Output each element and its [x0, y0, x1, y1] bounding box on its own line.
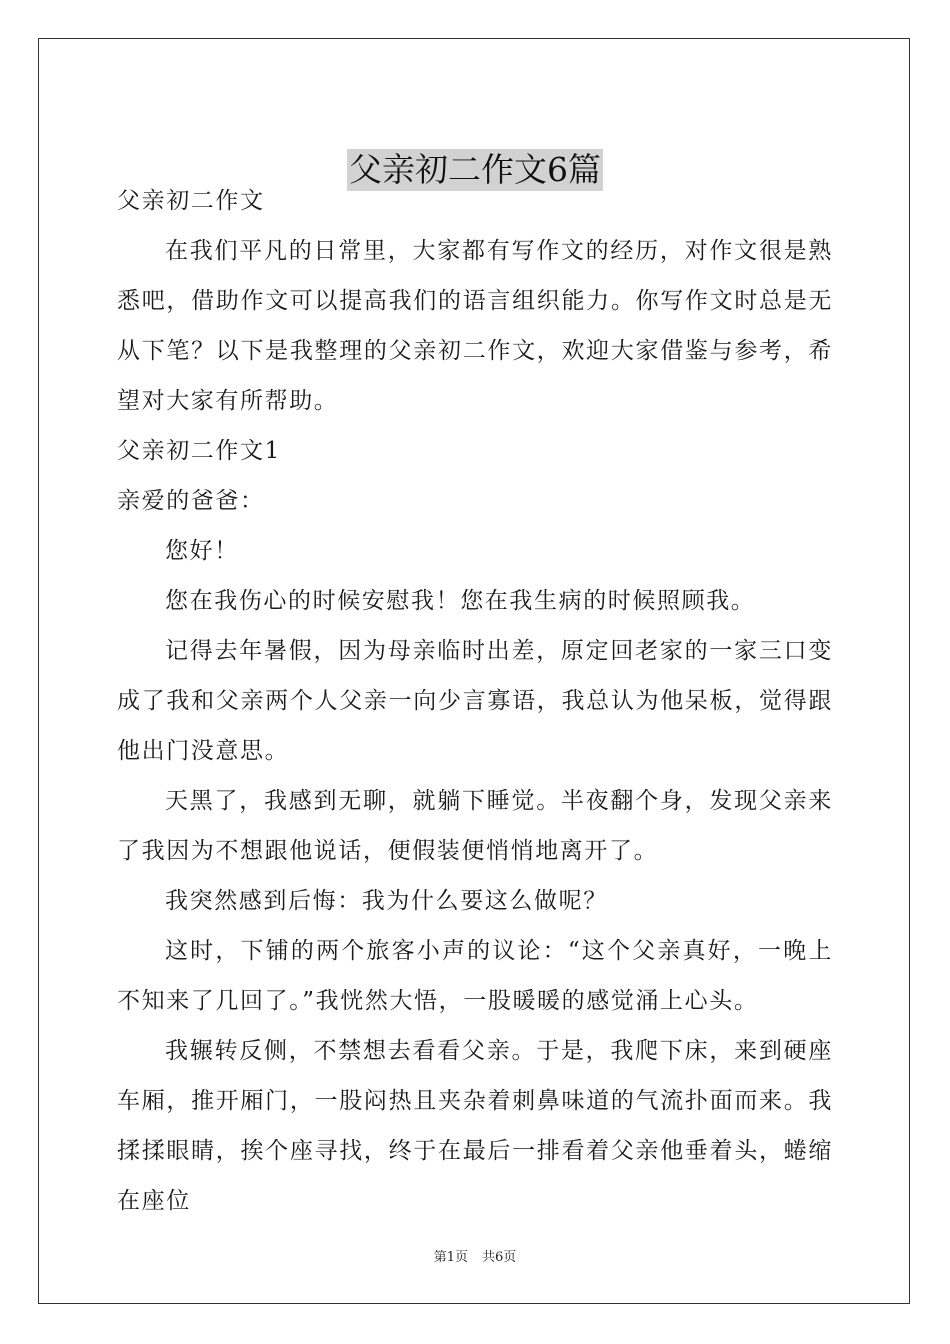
document-title: 父亲初二作文6篇	[349, 150, 601, 190]
paragraph: 您在我伤心的时候安慰我！您在我生病的时候照顾我。	[165, 588, 756, 614]
document-body	[117, 176, 833, 1226]
paragraph: 天黑了，我感到无聊，就躺下睡觉。半夜翻个身，发现父亲来了我因为不想跟他说话，便假装便悄悄地离开了。	[117, 788, 833, 864]
page-number: 第1页	[433, 1250, 468, 1265]
page-footer	[0, 1246, 950, 1265]
paragraph: 在我们平凡的日常里，大家都有写作文的经历，对作文很是熟悉吧，借助作文可以提高我们的语言组织能力。你写作文时总是无从下笔？以下是我整理的父亲初二作文，欢迎大家借鉴与参考，希望对大家有所帮助。	[117, 238, 833, 414]
paragraph: 您好！	[165, 538, 239, 564]
paragraph: 记得去年暑假，因为母亲临时出差，原定回老家的一家三口变成了我和父亲两个人父亲一向少言寡语，我总认为他呆板，觉得跟他出门没意思。	[117, 638, 833, 764]
paragraph: 我突然感到后悔：我为什么要这么做呢？	[165, 888, 608, 914]
paragraph: 我辗转反侧，不禁想去看看父亲。于是，我爬下床，来到硬座车厢，推开厢门，一股闷热且夹杂着刺鼻味道的气流扑面而来。我揉揉眼睛，挨个座寻找，终于在最后一排看着父亲他垂着头，蜷缩在座位	[117, 1038, 833, 1214]
page-total: 共6页	[482, 1250, 517, 1265]
paragraph: 亲爱的爸爸：	[117, 488, 265, 514]
paragraph: 父亲初二作文1	[117, 438, 281, 464]
paragraph: 这时，下铺的两个旅客小声的议论：“这个父亲真好，一晚上不知来了几回了。”我恍然大悟，一股暖暖的感觉涌上心头。	[117, 938, 833, 1014]
paragraph: 父亲初二作文	[117, 188, 265, 214]
